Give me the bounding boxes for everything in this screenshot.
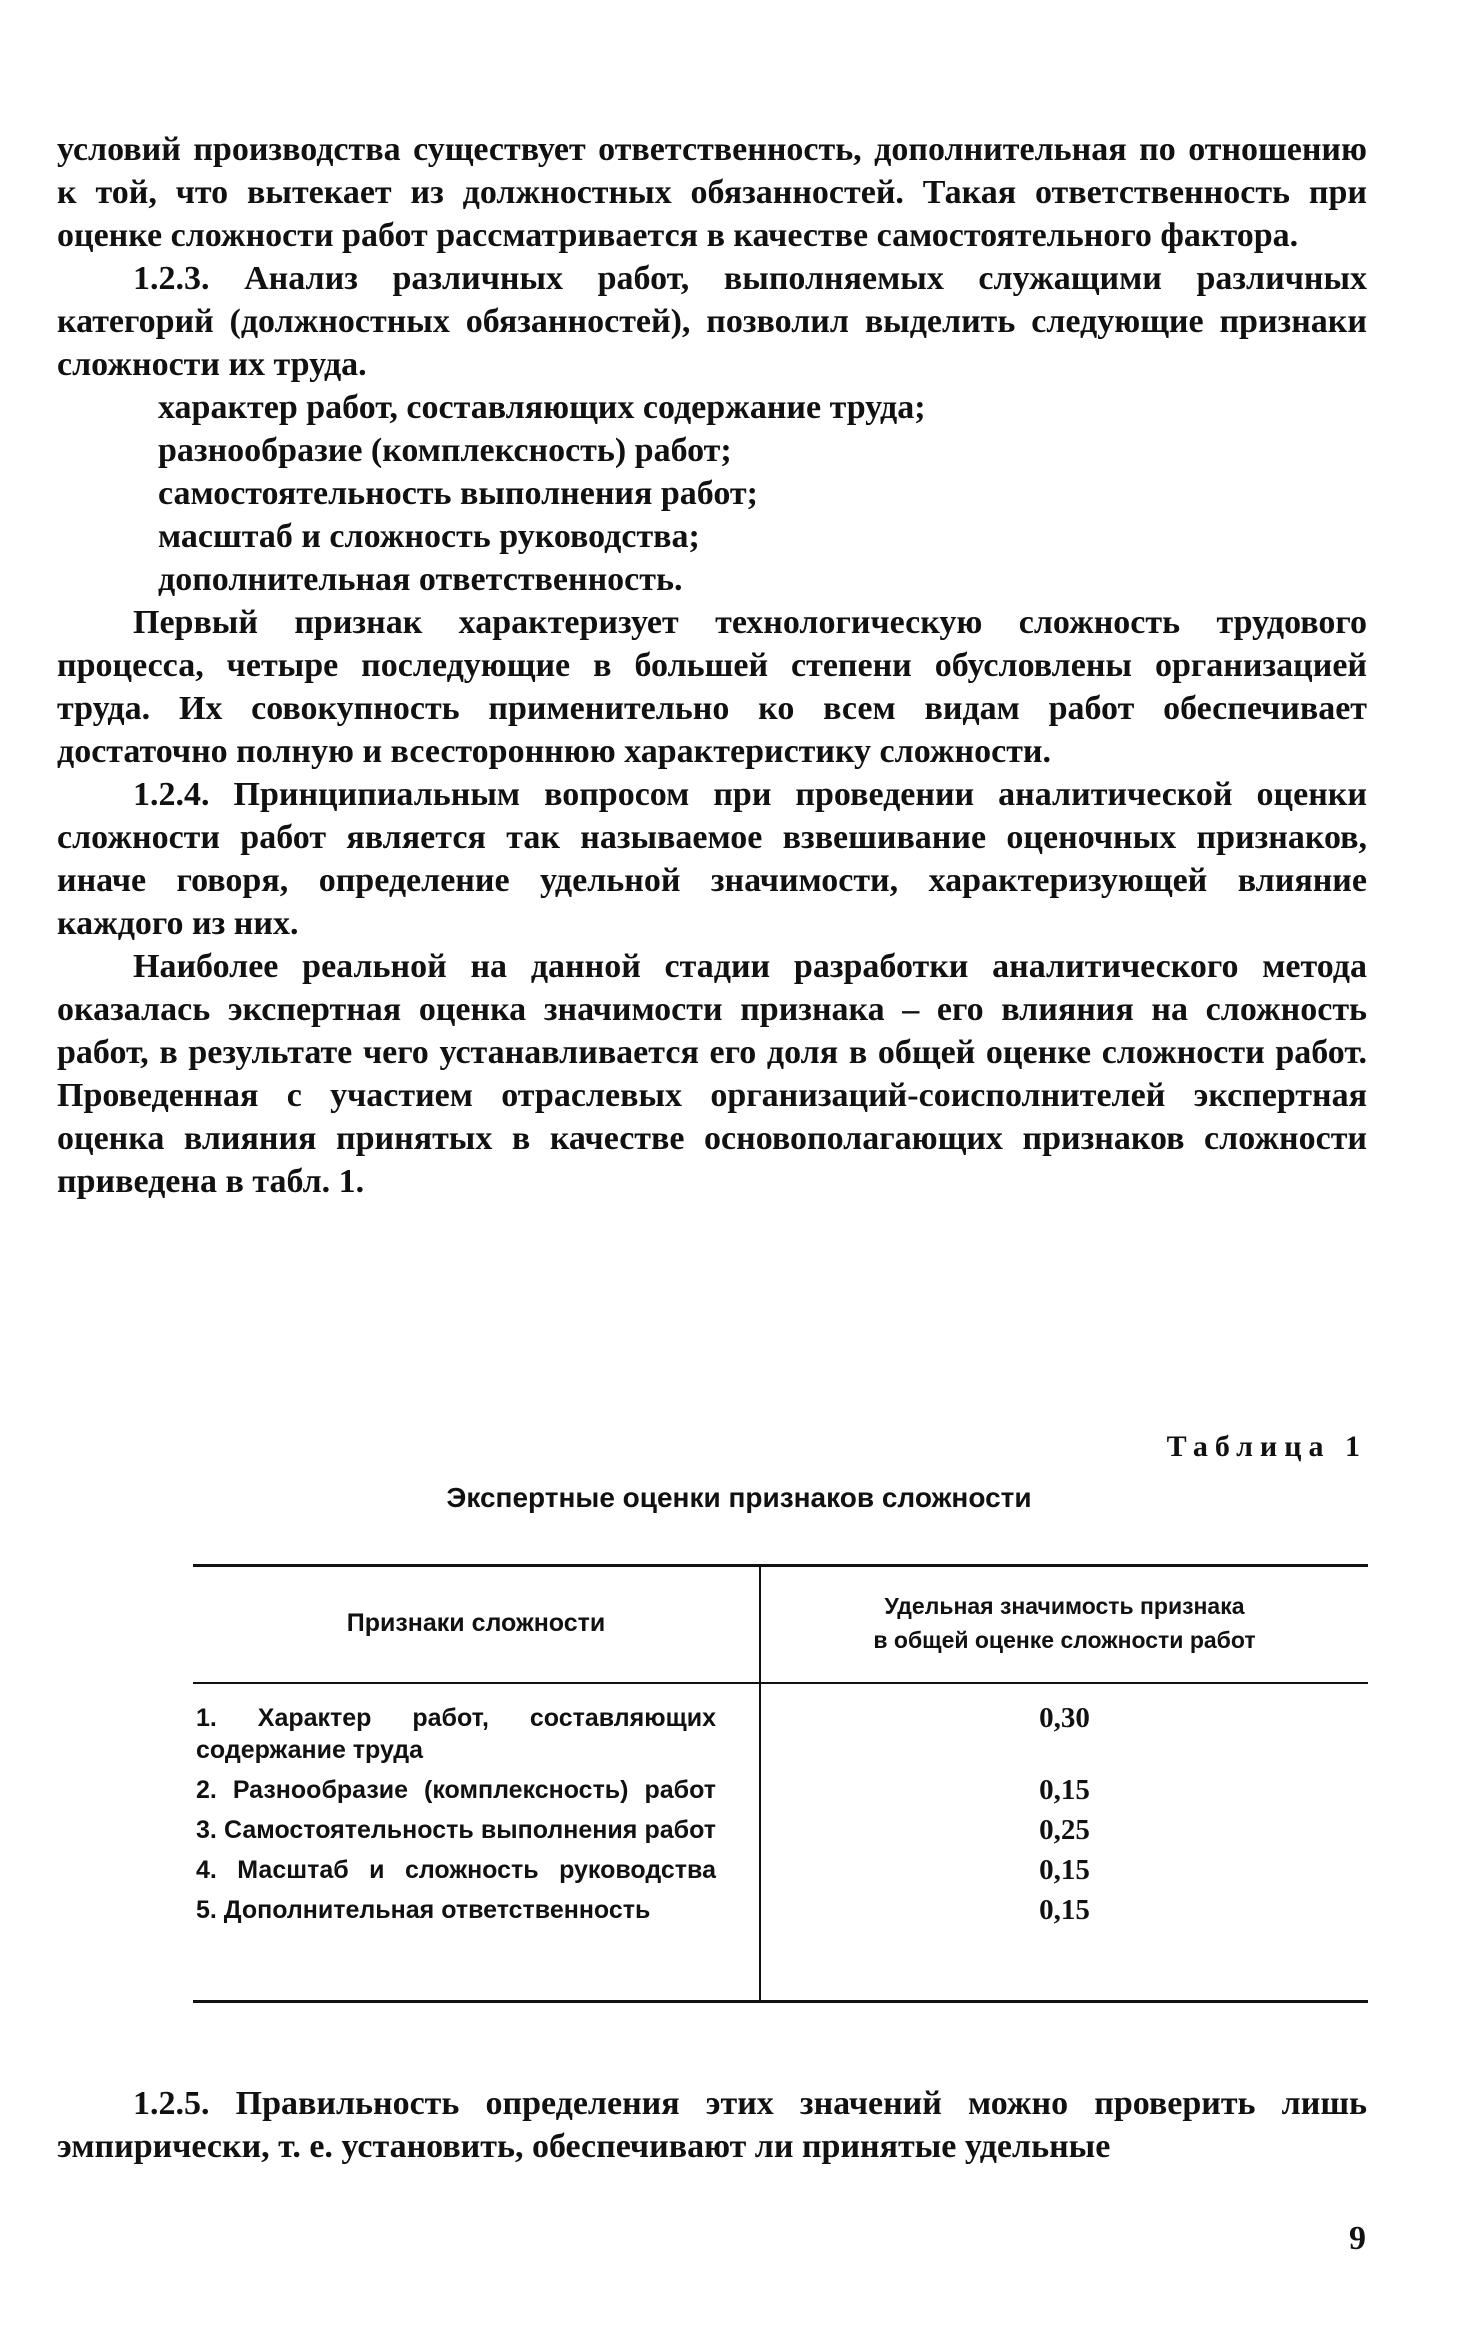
complexity-features-list: [57, 386, 1367, 601]
list-item: характер работ, составляющих содержание труда;: [158, 389, 926, 426]
table-header-weight: [761, 1564, 1368, 1682]
table-header-weight-line1: Удельная значимость признака: [884, 1593, 1245, 1619]
table-title: Экспертные оценки признаков сложности: [446, 1482, 1032, 1513]
table-row: [193, 1814, 1368, 1846]
feature-weight: 0,15: [1039, 1894, 1090, 1926]
paragraph-1-2-4: 1.2.4. Принципиальным вопросом при проведении аналитической оценки сложности работ является так называемое взвешивание оценочных признаков, иначе говоря, определение удельной значимости, характеризующей влияние каждого из них.: [57, 776, 1367, 942]
paragraph-expert-assessment: Наиболее реальной на данной стадии разработки аналитического метода оказалась экспертная оценка значимости признака – его влияния на сложность работ, в результате чего устанавливается его доля в общей оценке сложности работ. Проведенная с участием отраслевых организаций-соисполнителей экспертная оценка влияния принятых в качестве основополагающих признаков сложности приведена в табл. 1.: [57, 948, 1367, 1200]
page-number: 9: [1349, 2220, 1366, 2257]
table-row: [193, 1854, 1368, 1886]
feature-weight: 0,15: [1039, 1854, 1090, 1886]
list-item: дополнительная ответственность.: [158, 561, 683, 598]
expert-scores-table: [193, 1564, 1368, 2002]
feature-name: 2. Разнообразие (комплексность) работ: [196, 1776, 716, 1804]
feature-weight: 0,15: [1039, 1774, 1090, 1806]
table-header-features: Признаки сложности: [346, 1608, 606, 1637]
list-item: самостоятельность выполнения работ;: [158, 475, 758, 512]
paragraph-first-feature: Первый признак характеризует технологическую сложность трудового процесса, четыре последующие в большей степени обусловлены организацией труда. Их совокупность применительно ко всем видам работ обеспечивает достаточно полную и всестороннюю характеристику сложности.: [57, 604, 1367, 770]
feature-weight: 0,30: [1039, 1702, 1090, 1734]
paragraph-1-2-3: 1.2.3. Анализ различных работ, выполняемых служащими различных категорий (должностных обязанностей), позволил выделить следующие признаки сложности их труда.: [57, 260, 1367, 383]
body-text-bottom: [57, 2082, 1367, 2168]
feature-weight: 0,25: [1039, 1814, 1090, 1846]
table-header-rule: [193, 1682, 1368, 1684]
feature-name: 4. Масштаб и сложность руководства: [196, 1856, 716, 1884]
table-bottom-rule: [193, 2000, 1368, 2003]
list-item: разнообразие (комплексность) работ;: [158, 432, 732, 469]
table-row: [193, 1774, 1368, 1806]
paragraph-continuation: условий производства существует ответственность, дополнительная по отношению к той, что вытекает из должностных обязанностей. Такая ответственность при оценке сложности работ рассматривается в качестве самостоятельного фактора.: [57, 131, 1367, 254]
table-header-weight-line2: в общей оценке сложности работ: [873, 1627, 1256, 1653]
table-row: [193, 1702, 1368, 1766]
table-body: [193, 1702, 1368, 1934]
feature-name: 5. Дополнительная ответственность: [196, 1896, 651, 1924]
table-row: [193, 1894, 1368, 1926]
body-text-top: [57, 128, 1367, 1203]
feature-name: 1. Характер работ, составляющих содержание труда: [196, 1704, 716, 1764]
paragraph-1-2-5: 1.2.5. Правильность определения этих значений можно проверить лишь эмпирически, т. е. установить, обеспечивают ли принятые удельные: [57, 2085, 1367, 2165]
table-caption: Таблица 1: [1166, 1430, 1367, 1463]
list-item: масштаб и сложность руководства;: [158, 518, 700, 555]
feature-name: 3. Самостоятельность выполнения работ: [196, 1816, 716, 1844]
